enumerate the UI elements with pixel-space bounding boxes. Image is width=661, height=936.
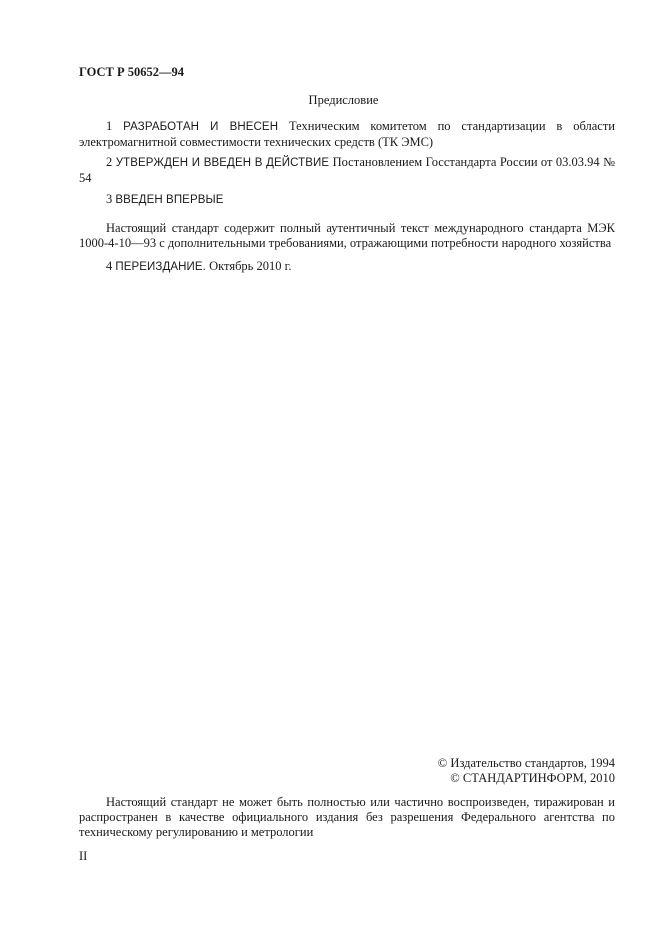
foreword-item-4 bbox=[79, 259, 615, 275]
foreword-item-1 bbox=[79, 119, 615, 150]
item-text: Постановлением Госстандарта России от 03.03.94 № 54 bbox=[79, 155, 616, 185]
item-number: 4 bbox=[106, 259, 113, 273]
item-caps-heading: РАЗРАБОТАН И ВНЕСЕН bbox=[123, 121, 279, 133]
item-text: Октябрь 2010 г. bbox=[205, 259, 292, 273]
standard-code-header: ГОСТ Р 50652—94 bbox=[79, 65, 185, 79]
item-caps-heading: ВВЕДЕН ВПЕРВЫЕ bbox=[115, 194, 224, 206]
copyright-line-2: © СТАНДАРТИНФОРМ, 2010 bbox=[450, 771, 615, 785]
item-text: Техническим комитетом по стандартизации в области электромагнитной совместимости технических средств (ТК ЭМС) bbox=[79, 119, 615, 149]
copyright-line-1: © Издательство стандартов, 1994 bbox=[437, 756, 615, 770]
item-number: 1 bbox=[106, 119, 113, 133]
notice-text: Настоящий стандарт не может быть полностью или частично воспроизведен, тиражирован и распространен в качестве официального издания без разрешения Федерального агентства по техническому регулированию и метрологии bbox=[79, 795, 615, 839]
copyright-block bbox=[438, 756, 615, 786]
page-number: II bbox=[79, 849, 88, 863]
foreword-item-2 bbox=[79, 155, 615, 186]
item-number: 2 bbox=[106, 155, 113, 169]
item-number: 3 bbox=[106, 192, 113, 206]
item-caps-heading: ПЕРЕИЗДАНИЕ. bbox=[115, 261, 206, 273]
foreword-item-3 bbox=[79, 192, 615, 208]
item-caps-heading: УТВЕРЖДЕН И ВВЕДЕН В ДЕЙСТВИЕ bbox=[115, 157, 330, 169]
item-text: Настоящий стандарт содержит полный аутентичный текст международного стандарта МЭК 1000-4-10—93 с дополнительными требованиями, отражающими потребности народного хозяйства bbox=[79, 221, 615, 250]
foreword-item-3-note bbox=[79, 221, 615, 251]
page-title: Предисловие bbox=[308, 93, 379, 107]
reproduction-notice bbox=[79, 795, 615, 840]
